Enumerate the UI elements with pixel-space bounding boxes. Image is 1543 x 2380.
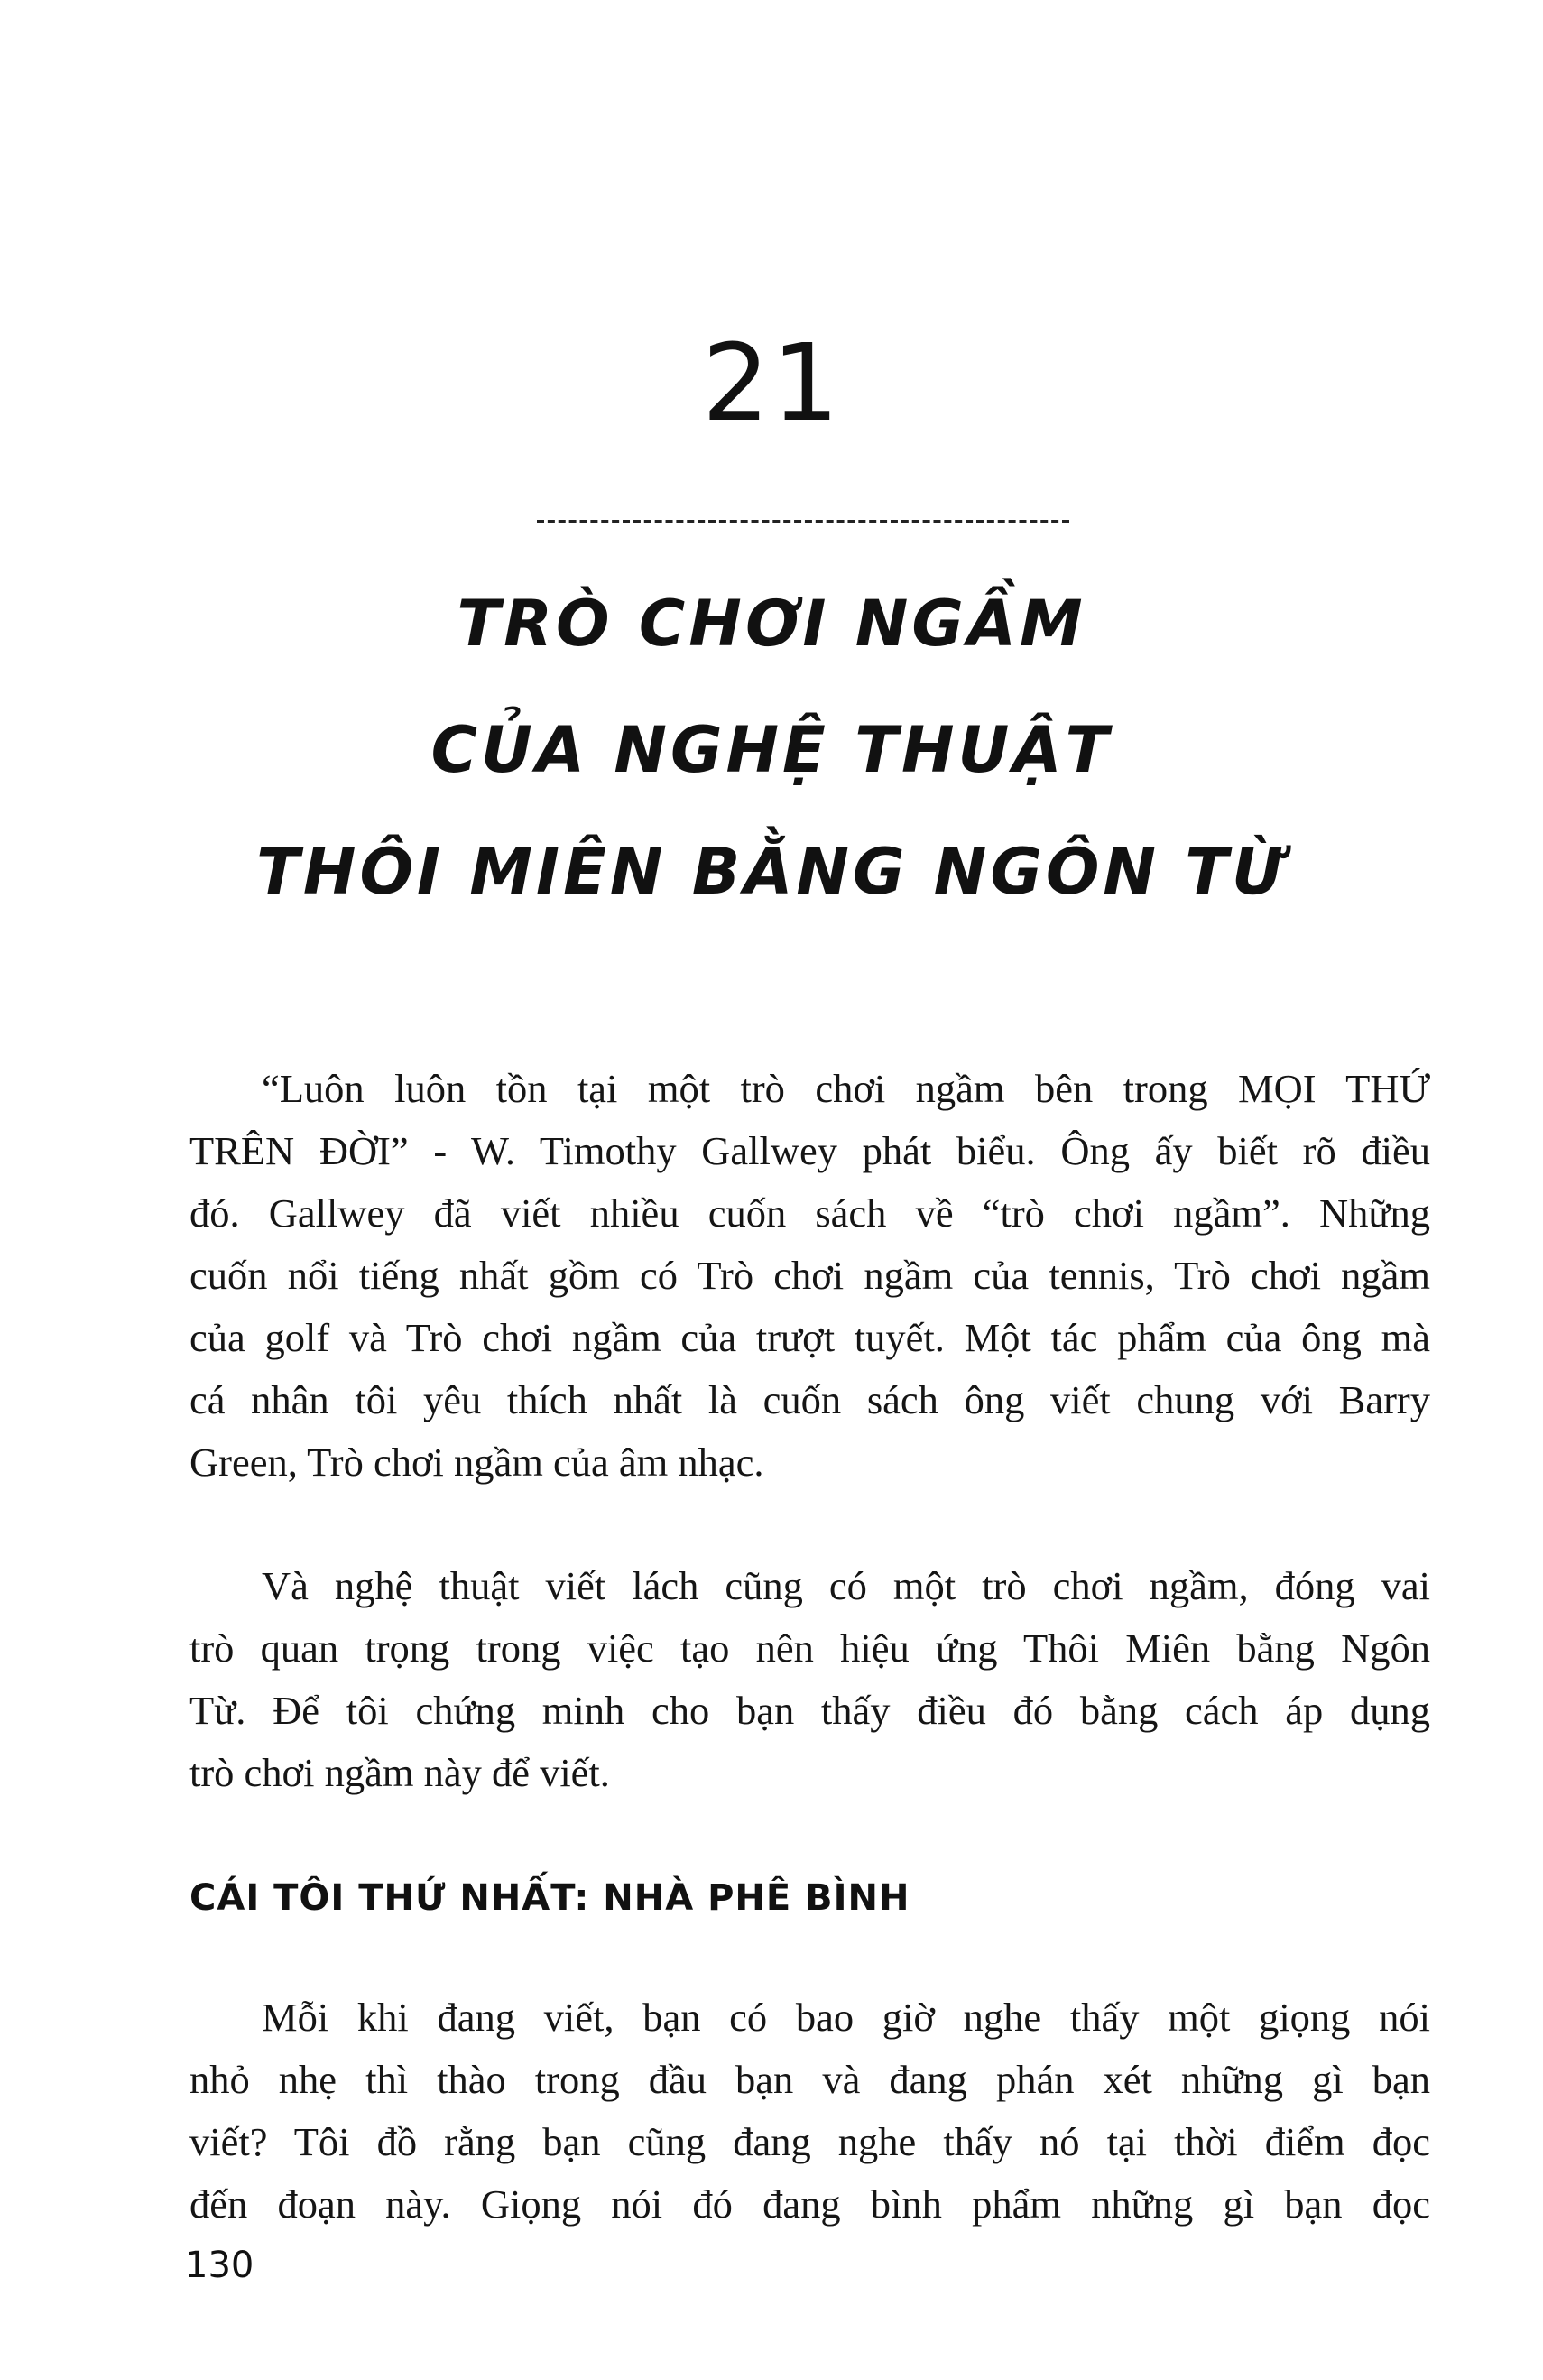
text-line: đó. Gallwey đã viết nhiều cuốn sách về “trò chơi ngầm”. Những: [189, 1190, 1430, 1236]
text-line: cá nhân tôi yêu thích nhất là cuốn sách ông viết chung với Barry: [189, 1377, 1430, 1422]
chapter-title-line-1: TRÒ CHƠI NGẦM: [457, 587, 1086, 661]
chapter-number: 21: [701, 320, 842, 445]
text-line: cuốn nổi tiếng nhất gồm có Trò chơi ngầm của tennis, Trò chơi ngầm: [189, 1253, 1430, 1298]
text-line: nhỏ nhẹ thì thào trong đầu bạn và đang phán xét những gì bạn: [189, 2057, 1430, 2102]
text-line: viết? Tôi đồ rằng bạn cũng đang nghe thấy nó tại thời điểm đọc: [189, 2119, 1430, 2164]
page-number: 130: [185, 2245, 254, 2286]
text-line: trò quan trọng trong việc tạo nên hiệu ứng Thôi Miên bằng Ngôn: [189, 1625, 1430, 1671]
text-line: trò chơi ngầm này để viết.: [189, 1750, 610, 1795]
paragraph-critic: [189, 1986, 1430, 2236]
text-line: Mỗi khi đang viết, bạn có bao giờ nghe thấy một giọng nói: [262, 1995, 1430, 2040]
text-line: Green, Trò chơi ngầm của âm nhạc.: [189, 1440, 764, 1485]
text-line: đến đoạn này. Giọng nói đó đang bình phẩm những gì bạn đọc: [189, 2181, 1430, 2227]
text-line: của golf và Trò chơi ngầm của trượt tuyết. Một tác phẩm của ông mà: [189, 1315, 1430, 1360]
dashed-divider: [537, 520, 1069, 523]
chapter-title-line-2: CỦA NGHỆ THUẬT: [430, 713, 1113, 787]
paragraph-intro: [189, 1058, 1430, 1494]
section-heading: CÁI TÔI THỨ NHẤT: NHÀ PHÊ BÌNH: [189, 1877, 910, 1919]
paragraph-inner-game: [189, 1555, 1430, 1804]
text-line: Từ. Để tôi chứng minh cho bạn thấy điều đó bằng cách áp dụng: [189, 1688, 1430, 1733]
text-line: TRÊN ĐỜI” - W. Timothy Gallwey phát biểu. Ông ấy biết rõ điều: [189, 1128, 1430, 1173]
chapter-title-line-3: THÔI MIÊN BẰNG NGÔN TỪ: [256, 835, 1287, 909]
text-line: “Luôn luôn tồn tại một trò chơi ngầm bên trong MỌI THỨ: [262, 1066, 1430, 1111]
text-line: Và nghệ thuật viết lách cũng có một trò chơi ngầm, đóng vai: [262, 1563, 1430, 1608]
